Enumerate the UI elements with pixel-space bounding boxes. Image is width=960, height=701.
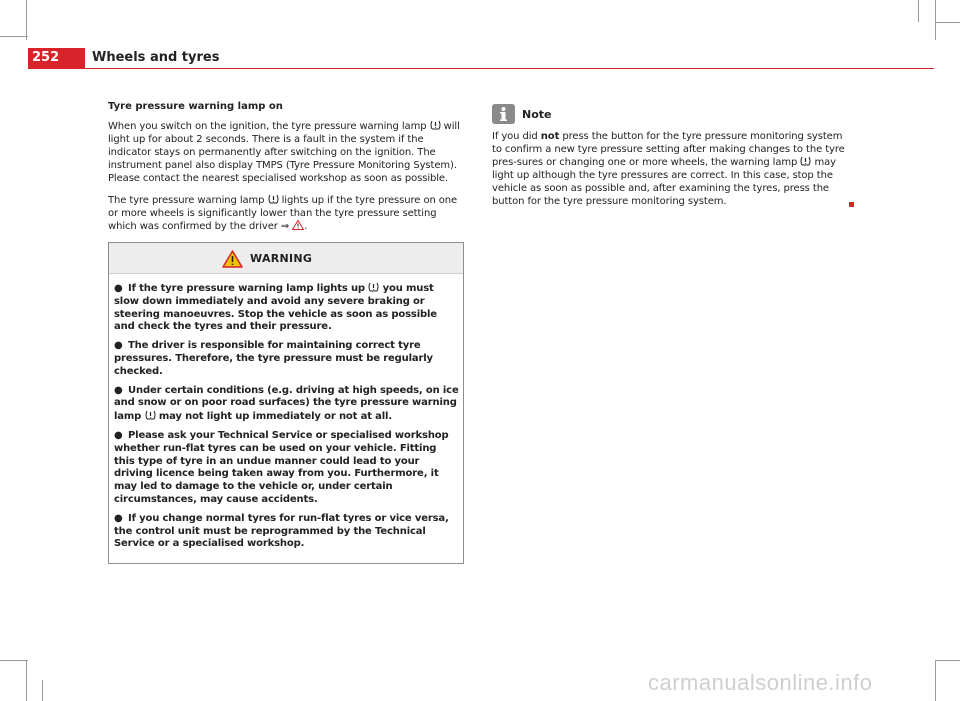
paragraph <box>108 194 464 233</box>
tyre-pressure-lamp-icon <box>368 282 379 292</box>
warning-body <box>109 274 463 563</box>
warning-box <box>108 242 464 564</box>
left-column <box>108 100 464 564</box>
crop-mark <box>935 660 936 701</box>
crop-mark <box>42 680 43 701</box>
chapter-title: Wheels and tyres <box>92 50 220 65</box>
tyre-pressure-lamp-icon <box>800 156 811 166</box>
header-rule <box>28 68 934 69</box>
note-label: Note <box>522 108 552 121</box>
note-text <box>492 130 852 208</box>
text: Please ask your Technical Service or specialised workshop whether run-flat tyres can be used on your vehicle. Fitting this type of tyre in an undue manner could lead to your driving licence being taken away from you. Furthermore, it may led to damage to the vehicle or, under certain circumstances, may cause accidents. <box>114 429 449 505</box>
bullet: ● <box>114 429 123 441</box>
text: press the button for the tyre pressure monitoring system to confirm a new tyre pressure setting after making changes to the tyre pres-sures or changing one or more wheels, the warning lamp <box>492 131 845 168</box>
tyre-pressure-lamp-icon <box>145 410 156 420</box>
paragraph <box>108 120 464 185</box>
text: . <box>304 221 308 232</box>
crop-mark <box>935 660 960 661</box>
bullet: ● <box>114 283 123 294</box>
text: If the tyre pressure warning lamp lights up <box>128 283 365 294</box>
bullet: ● <box>114 384 123 396</box>
note-header <box>492 104 852 128</box>
text: will light up for about 2 seconds. There is a fault in the system if the indicator stays on permanently after switching on the ignition. The instrument panel also display TMPS (Tyre Pressure Monitoring System). Please contact the nearest specialised workshop as soon as possible. <box>108 121 460 184</box>
warning-header <box>109 243 463 274</box>
crop-mark <box>935 0 936 40</box>
warning-item <box>114 385 459 424</box>
crop-mark <box>26 0 27 40</box>
text: may light up although the tyre pressures are correct. In this case, stop the vehicle as soon as possible and, after examining the tyres, press the button for the tyre pressure monitoring system. <box>492 157 836 207</box>
tyre-pressure-lamp-icon <box>430 120 441 130</box>
emphasis: not <box>540 131 560 142</box>
warning-item <box>114 513 459 551</box>
crop-mark <box>0 36 28 37</box>
watermark: carmanualsonline.info <box>648 670 873 695</box>
text: The driver is responsible for maintaining correct tyre pressures. Therefore, the tyre pressure must be regularly checked. <box>114 340 433 377</box>
text: Under certain conditions (e.g. driving at high speeds, on ice and snow or on poor road surfaces) the tyre pressure warning lamp <box>114 384 459 423</box>
crop-mark <box>26 660 27 701</box>
section-end-marker <box>849 202 854 207</box>
crop-mark <box>935 22 960 23</box>
text: lights up if the tyre pressure on one or more wheels is significantly lower than the tyre pressure setting which was confirmed by the driver ⇒ <box>108 195 458 232</box>
crop-mark <box>918 0 919 22</box>
text: may not light up immediately or not at all. <box>158 411 392 423</box>
tyre-pressure-lamp-icon <box>268 194 279 204</box>
text: The tyre pressure warning lamp <box>108 195 265 206</box>
warning-triangle-icon <box>222 250 243 268</box>
crop-mark <box>0 660 28 661</box>
warning-reference-icon[interactable] <box>292 220 304 230</box>
text: If you did <box>492 131 538 142</box>
section-title: Tyre pressure warning lamp on <box>108 101 283 112</box>
bullet: ● <box>114 512 123 524</box>
text: When you switch on the ignition, the tyre pressure warning lamp <box>108 121 427 132</box>
info-icon <box>492 104 515 124</box>
warning-item <box>114 282 459 334</box>
bullet: ● <box>114 340 123 352</box>
warning-item <box>114 340 459 378</box>
text: If you change normal tyres for run-flat tyres or vice versa, the control unit must be reprogrammed by the Technical Service or a specialised workshop. <box>114 512 449 550</box>
warning-item <box>114 430 459 507</box>
warning-label: WARNING <box>250 252 313 265</box>
right-column <box>492 104 852 217</box>
page-number: 252 <box>28 48 85 68</box>
text: you must slow down immediately and avoid any severe braking or steering manoeuvres. Stop the vehicle as soon as possible and check the tyres and their pressure. <box>114 283 437 333</box>
